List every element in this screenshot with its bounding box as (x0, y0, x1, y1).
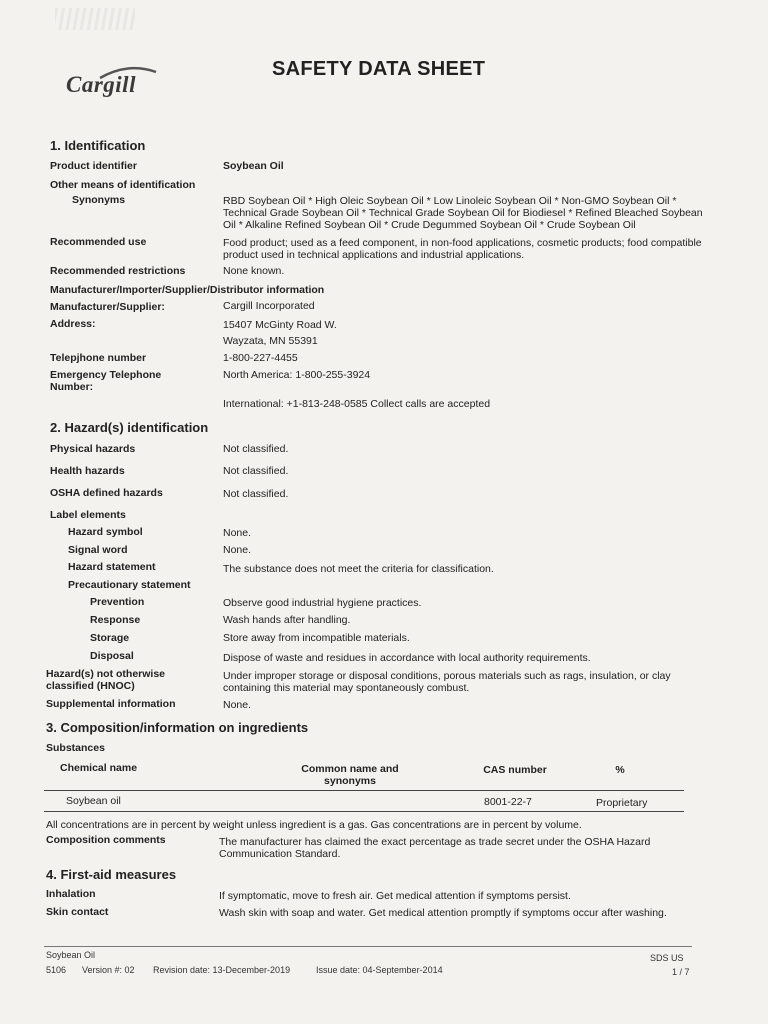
physical-hazards-label: Physical hazards (50, 443, 136, 455)
restrictions-label: Recommended restrictions (50, 265, 186, 277)
skin-contact-value: Wash skin with soap and water. Get medical attention promptly if symptoms occur after washing. (219, 907, 667, 919)
table-header-cas-number: CAS number (483, 764, 547, 776)
emergency-phone-na: North America: 1-800-255-3924 (223, 369, 371, 381)
address-label: Address: (50, 318, 96, 330)
table-bottom-rule (44, 811, 684, 812)
substances-label: Substances (46, 742, 105, 754)
table-cell-percent: Proprietary (596, 797, 648, 809)
footer-doc-number: 5106 (46, 965, 67, 975)
inhalation-label: Inhalation (46, 888, 96, 900)
manufacturer-value: Cargill Incorporated (223, 300, 315, 312)
storage-value: Store away from incompatible materials. (223, 632, 410, 644)
composition-comments-label: Composition comments (46, 834, 166, 846)
composition-comments-value: The manufacturer has claimed the exact percentage as trade secret under the OSHA Hazard Communication Standard. (219, 836, 651, 860)
signal-word-value: None. (223, 544, 252, 556)
hazard-statement-value: The substance does not meet the criteria for classification. (223, 563, 494, 575)
hazard-statement-label: Hazard statement (68, 561, 156, 573)
label-elements-label: Label elements (50, 509, 126, 521)
product-identifier-label: Product identifier (50, 160, 137, 172)
health-hazards-label: Health hazards (50, 465, 125, 477)
recommended-use-label: Recommended use (50, 236, 147, 248)
footer-page-number: 1 / 7 (672, 967, 690, 977)
inhalation-value: If symptomatic, move to fresh air. Get medical attention if symptoms persist. (219, 890, 571, 902)
table-header-percent: % (615, 764, 625, 776)
document-title: SAFETY DATA SHEET (272, 58, 486, 80)
disposal-value: Dispose of waste and residues in accordance with local authority requirements. (223, 652, 591, 664)
table-cell-chemical-name: Soybean oil (66, 795, 121, 807)
emergency-phone-intl: International: +1-813-248-0585 Collect calls are accepted (223, 398, 491, 410)
table-header-chemical-name: Chemical name (60, 762, 138, 774)
phone-value: 1-800-227-4455 (223, 352, 298, 364)
footer-region: SDS US (650, 953, 684, 963)
health-hazards-value: Not classified. (223, 465, 289, 477)
osha-hazards-value: Not classified. (223, 488, 289, 500)
hazard-symbol-value: None. (223, 527, 252, 539)
footer-product: Soybean Oil (46, 950, 96, 960)
response-value: Wash hands after handling. (223, 614, 351, 626)
prevention-value: Observe good industrial hygiene practices. (223, 597, 422, 609)
table-header-rule (44, 790, 684, 791)
synonyms-label: Synonyms (72, 194, 126, 206)
osha-hazards-label: OSHA defined hazards (50, 487, 163, 499)
supplemental-value: None. (223, 699, 252, 711)
footer-revision-date: Revision date: 13-December-2019 (153, 965, 291, 975)
manufacturer-info-heading: Manufacturer/Importer/Supplier/Distributor information (50, 284, 325, 296)
emergency-phone-label: Emergency Telephone Number: (50, 369, 162, 393)
prevention-label: Prevention (90, 596, 145, 608)
table-header-common-name: Common name and synonyms (301, 763, 399, 787)
response-label: Response (90, 614, 141, 626)
table-cell-cas-number: 8001-22-7 (484, 796, 532, 808)
footer-version: Version #: 02 (82, 965, 135, 975)
section-3-heading: 3. Composition/information on ingredients (46, 720, 309, 735)
manufacturer-label: Manufacturer/Supplier: (50, 301, 165, 313)
skin-contact-label: Skin contact (46, 906, 109, 918)
footer-rule (44, 946, 692, 947)
address-line-2: Wayzata, MN 55391 (223, 335, 318, 347)
precautionary-statement-label: Precautionary statement (68, 579, 191, 591)
address-line-1: 15407 McGinty Road W. (223, 319, 337, 331)
footer-issue-date: Issue date: 04-September-2014 (316, 965, 443, 975)
section-1-heading: 1. Identification (50, 138, 146, 153)
other-means-label: Other means of identification (50, 179, 196, 191)
hnoc-value: Under improper storage or disposal conditions, porous materials such as rags, insulation, or clay containing this material may spontaneously combust. (223, 670, 671, 694)
cargill-logo: Cargill (66, 72, 136, 97)
product-identifier-value: Soybean Oil (223, 160, 284, 172)
storage-label: Storage (90, 632, 130, 644)
supplemental-label: Supplemental information (46, 698, 176, 710)
section-2-heading: 2. Hazard(s) identification (50, 420, 209, 435)
hazard-symbol-label: Hazard symbol (68, 526, 143, 538)
signal-word-label: Signal word (68, 544, 128, 556)
concentration-note: All concentrations are in percent by weight unless ingredient is a gas. Gas concentrations are in percent by volume. (46, 819, 582, 831)
synonyms-value: RBD Soybean Oil * High Oleic Soybean Oil * Low Linoleic Soybean Oil * Non-GMO Soybean Oil * Technical Grade Soybean Oil * Technical Grade Soybean Oil for Biodiesel * Refined Bleached Soybean Oil * Alkaline Refined Soybean Oil * Crude Degummed Soybean Oil * Crude Soybean Oil (223, 195, 703, 231)
scan-artifact (55, 8, 135, 30)
physical-hazards-value: Not classified. (223, 443, 289, 455)
phone-label: Telepjhone number (50, 352, 147, 364)
restrictions-value: None known. (223, 265, 285, 277)
section-4-heading: 4. First-aid measures (46, 867, 177, 882)
hnoc-label: Hazard(s) not otherwise classified (HNOC) (46, 668, 166, 692)
recommended-use-value: Food product; used as a feed component, in non-food applications, cosmetic products; food compatible product used in technical applications and industrial applications. (223, 237, 702, 261)
disposal-label: Disposal (90, 650, 134, 662)
